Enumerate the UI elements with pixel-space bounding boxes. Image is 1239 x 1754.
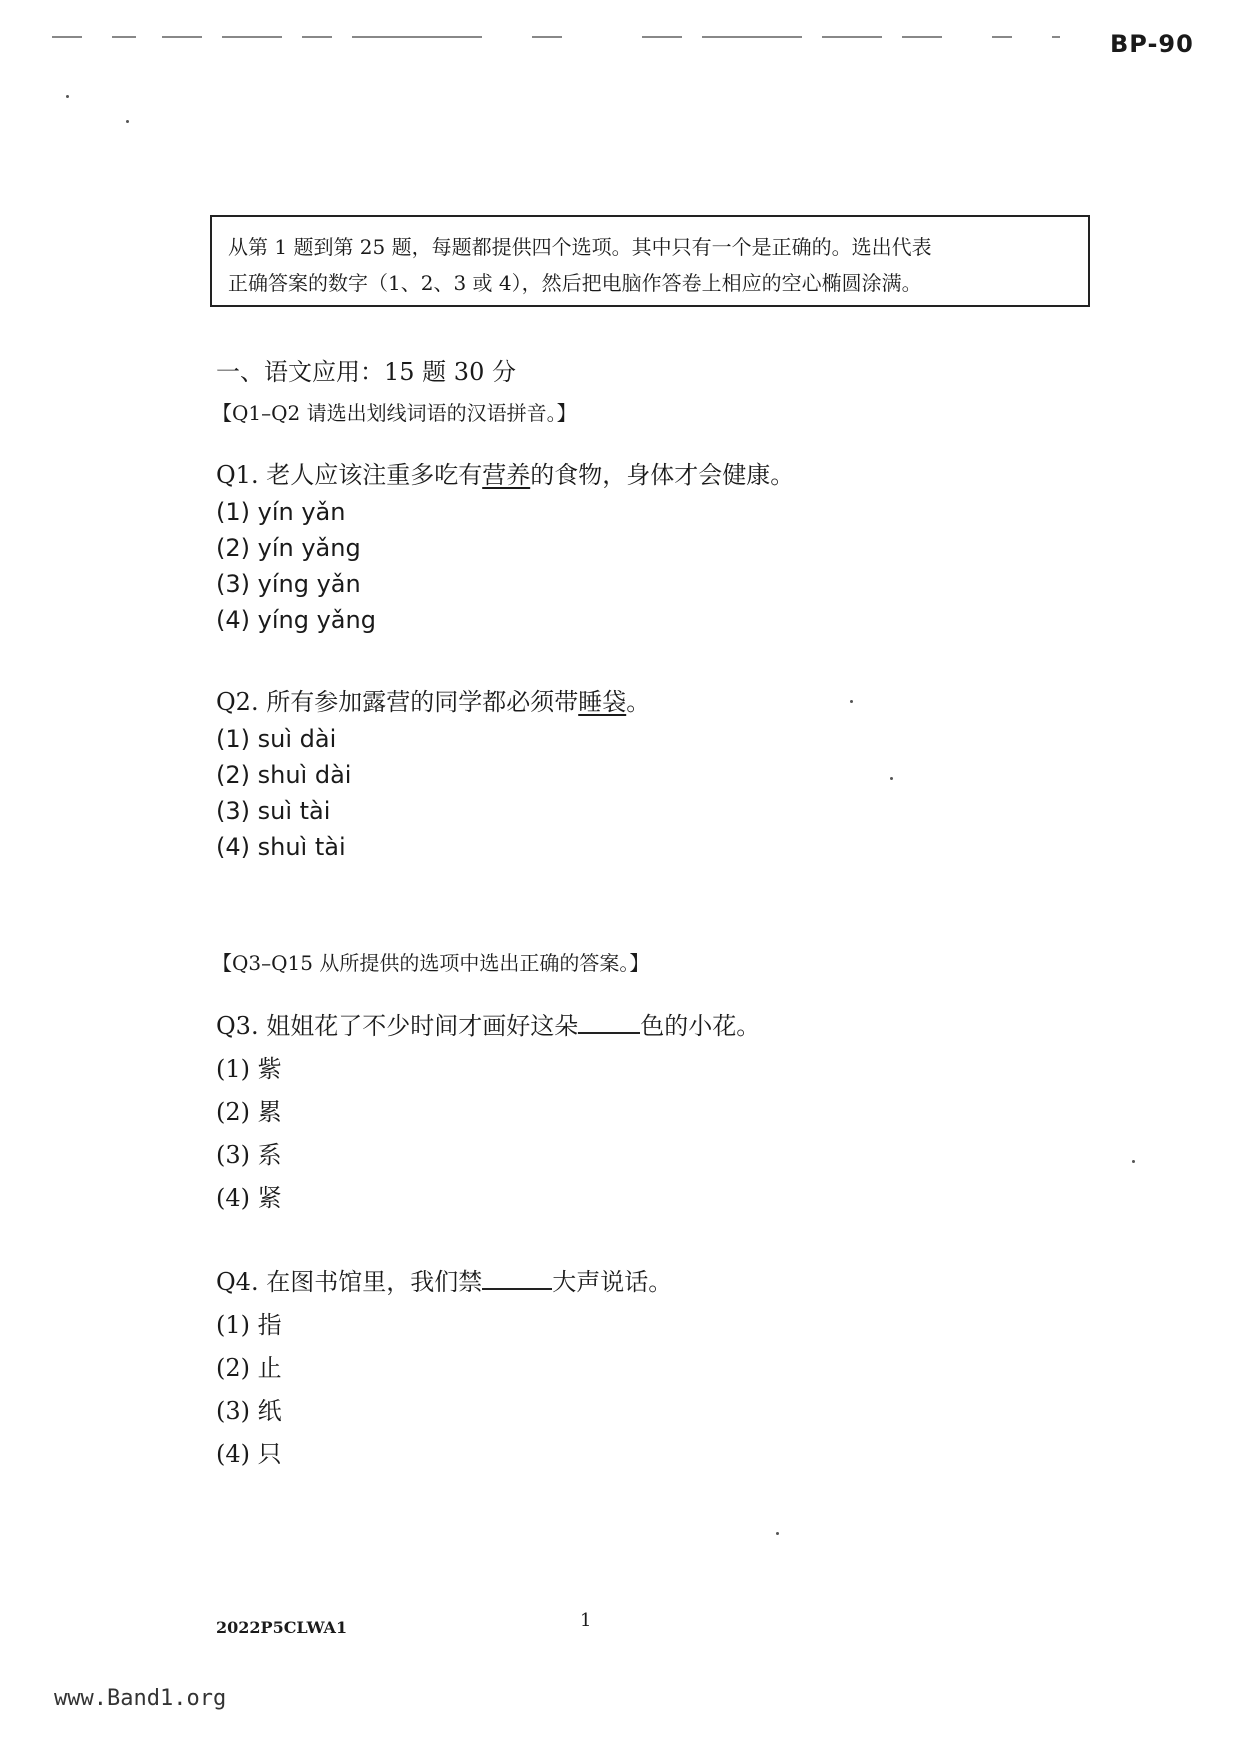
- website-watermark: www.Band1.org: [54, 1686, 227, 1711]
- question-2-option-3: (3) suì tài: [216, 797, 331, 825]
- scan-artifact-line: [52, 36, 1062, 42]
- question-4-text-after: 大声说话。: [552, 1268, 673, 1296]
- question-4-option-1: (1) 指: [216, 1311, 282, 1339]
- question-4-option-4: (4) 只: [216, 1440, 282, 1468]
- question-4-blank: [482, 1286, 552, 1290]
- question-1-options: [216, 494, 376, 638]
- question-1-option-1: (1) yín yǎn: [216, 498, 346, 526]
- question-1: [216, 455, 794, 490]
- question-1-text-after: 的食物，身体才会健康。: [530, 461, 795, 489]
- question-2-option-2: (2) shuì dài: [216, 761, 352, 789]
- question-3-option-2: (2) 累: [216, 1098, 282, 1126]
- question-4-options: [216, 1304, 282, 1476]
- question-4-option-2: (2) 止: [216, 1354, 282, 1382]
- question-2-text-before: Q2. 所有参加露营的同学都必须带: [216, 688, 579, 716]
- question-1-underlined-word: 营养: [482, 461, 531, 489]
- question-2-option-4: (4) shuì tài: [216, 833, 346, 861]
- question-2-text-after: 。: [626, 688, 651, 716]
- section-hint-q3-q15: 【Q3–Q15 从所提供的选项中选出正确的答案。】: [212, 951, 650, 975]
- scan-speck: [1132, 1160, 1135, 1163]
- question-2: [216, 682, 650, 717]
- section-title: 一、语文应用：15 题 30 分: [216, 358, 516, 386]
- question-3-blank: [578, 1030, 640, 1034]
- instruction-line-1: 从第 1 题到第 25 题，每题都提供四个选项。其中只有一个是正确的。选出代表: [228, 235, 932, 259]
- question-1-option-3: (3) yíng yǎn: [216, 570, 361, 598]
- question-1-option-4: (4) yíng yǎng: [216, 606, 376, 634]
- question-1-text-before: Q1. 老人应该注重多吃有: [216, 461, 483, 489]
- question-3: [216, 1006, 760, 1041]
- question-1-option-2: (2) yín yǎng: [216, 534, 361, 562]
- question-2-underlined-word: 睡袋: [578, 688, 627, 716]
- question-4-text-before: Q4. 在图书馆里，我们禁: [216, 1268, 483, 1296]
- question-3-options: [216, 1048, 282, 1220]
- question-2-options: [216, 721, 351, 865]
- scan-speck: [890, 777, 893, 780]
- question-3-text-before: Q3. 姐姐花了不少时间才画好这朵: [216, 1012, 579, 1040]
- question-3-option-1: (1) 紫: [216, 1055, 282, 1083]
- question-3-option-3: (3) 系: [216, 1141, 282, 1169]
- section-hint-q1-q2: 【Q1–Q2 请选出划线词语的汉语拼音。】: [212, 401, 577, 425]
- question-2-option-1: (1) suì dài: [216, 725, 337, 753]
- instruction-box: [210, 215, 1090, 307]
- exam-code: 2022P5CLWA1: [216, 1618, 348, 1637]
- page-number: 1: [580, 1610, 592, 1631]
- question-3-option-4: (4) 紧: [216, 1184, 282, 1212]
- question-3-text-after: 色的小花。: [640, 1012, 761, 1040]
- scan-speck: [776, 1532, 779, 1535]
- scan-speck: [126, 120, 129, 123]
- question-4-option-3: (3) 纸: [216, 1397, 282, 1425]
- instruction-line-2: 正确答案的数字（1、2、3 或 4），然后把电脑作答卷上相应的空心椭圆涂满。: [228, 271, 922, 295]
- page-code: BP-90: [1110, 30, 1194, 58]
- question-4: [216, 1262, 672, 1297]
- scan-speck: [850, 700, 853, 703]
- scan-speck: [66, 95, 69, 98]
